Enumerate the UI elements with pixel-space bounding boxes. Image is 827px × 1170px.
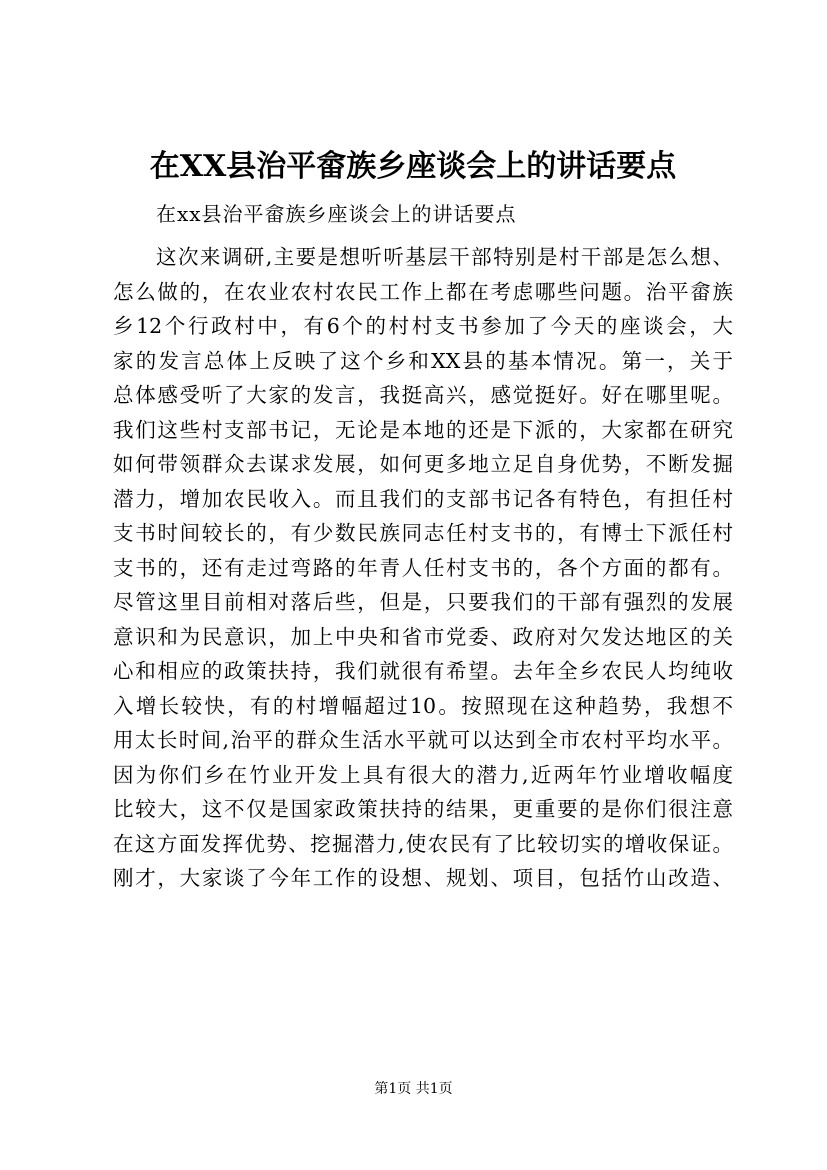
body-line: 用太长时间,治平的群众生活水平就可以达到全市农村平均水平。: [113, 728, 733, 752]
document-subtitle: 在xx县治平畲族乡座谈会上的讲话要点: [156, 202, 517, 226]
body-line: 乡12个行政村中，有6个的村村支书参加了今天的座谈会，大: [113, 314, 733, 338]
body-line: 如何带领群众去谋求发展，如何更多地立足自身优势，不断发掘: [113, 452, 733, 476]
body-line: 意识和为民意识，加上中央和省市党委、政府对欠发达地区的关: [113, 624, 733, 649]
body-line: 比较大，这不仅是国家政策扶持的结果，更重要的是你们很注意: [113, 797, 733, 821]
body-line: 潜力，增加农民收入。而且我们的支部书记各有特色，有担任村: [113, 486, 733, 511]
body-line: 怎么做的，在农业农村农民工作上都在考虑哪些问题。治平畲族: [113, 279, 733, 304]
body-line: 这次来调研,主要是想听听基层干部特别是村干部是怎么想、: [156, 245, 733, 269]
document-title: 在XX县治平畲族乡座谈会上的讲话要点: [149, 149, 677, 184]
body-line: 心和相应的政策扶持，我们就很有希望。去年全乡农民人均纯收: [113, 659, 733, 683]
body-line: 支书的，还有走过弯路的年青人任村支书的，各个方面的都有。: [113, 555, 733, 580]
body-line: 支书时间较长的，有少数民族同志任村支书的，有博士下派任村: [113, 521, 733, 545]
body-line: 因为你们乡在竹业开发上具有很大的潜力,近两年竹业增收幅度: [113, 762, 733, 787]
body-line: 尽管这里目前相对落后些，但是，只要我们的干部有强烈的发展: [113, 590, 733, 614]
body-line: 总体感受听了大家的发言，我挺高兴，感觉挺好。好在哪里呢。: [113, 383, 733, 407]
page-number-footer: 第1页 共1页: [374, 1081, 453, 1097]
body-line: 入增长较快，有的村增幅超过10。按照现在这种趋势，我想不: [113, 693, 733, 718]
document-body: [113, 240, 733, 896]
body-line: 我们这些村支部书记，无论是本地的还是下派的，大家都在研究: [113, 417, 733, 442]
body-line: 家的发言总体上反映了这个乡和XX县的基本情况。第一，关于: [113, 348, 733, 373]
body-line: 刚才，大家谈了今年工作的设想、规划、项目，包括竹山改造、: [113, 866, 733, 890]
body-line: 在这方面发挥优势、挖掘潜力,使农民有了比较切实的增收保证。: [113, 831, 733, 856]
